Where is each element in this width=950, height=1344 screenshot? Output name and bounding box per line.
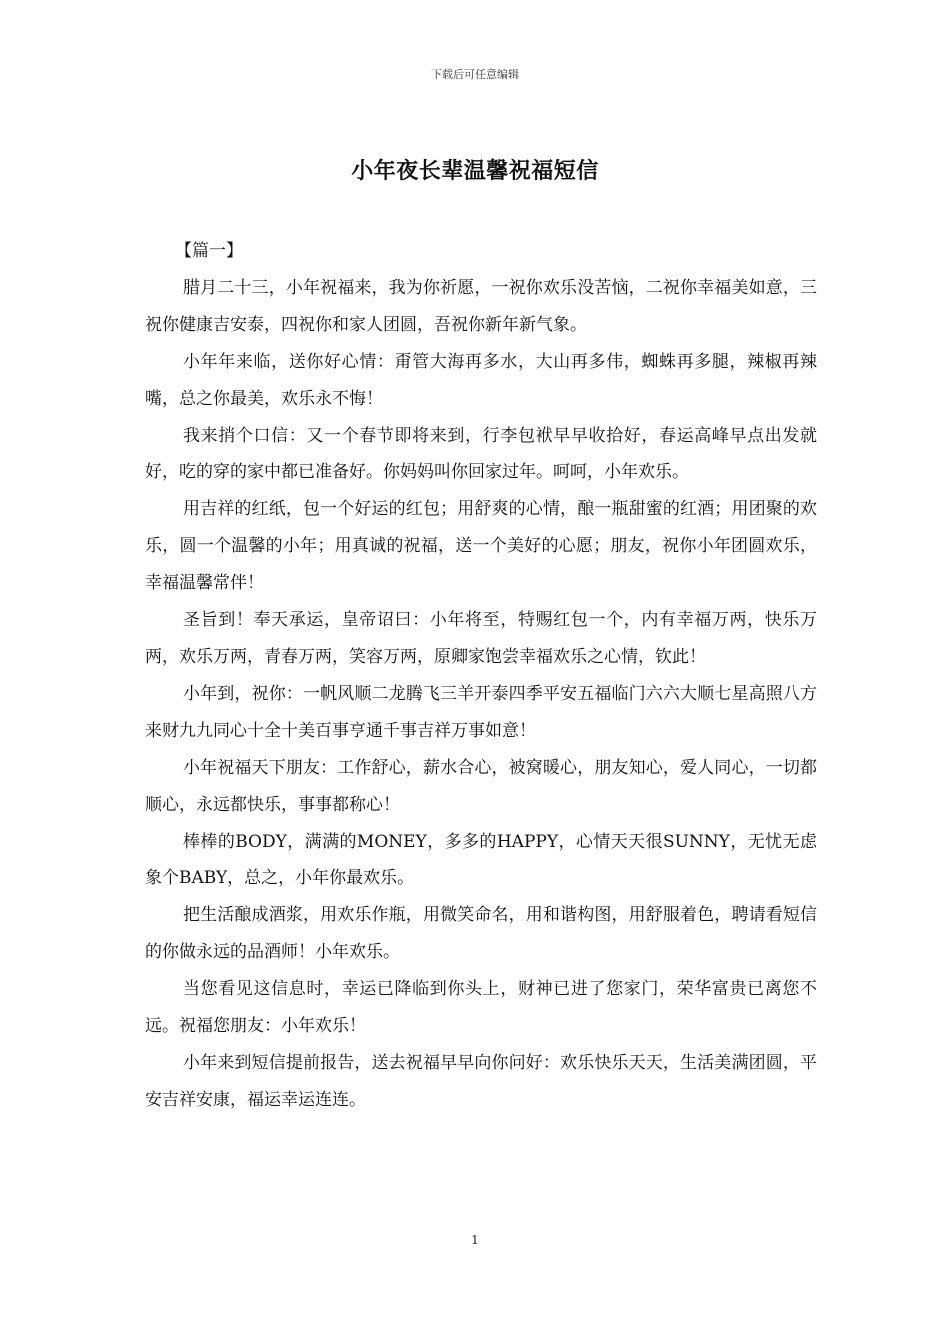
- paragraph-9: 把生活酿成酒浆，用欢乐作瓶，用微笑命名，用和谐构图，用舒服着色，聘请看短信的你做永远的品酒师！小年欢乐。: [145, 905, 817, 963]
- paragraph-2: 小年年来临，送你好心情：甭管大海再多水，大山再多伟，蜘蛛再多腿，辣椒再辣嘴，总之你最美，欢乐永不悔！: [145, 351, 817, 409]
- paragraph-6: 小年到，祝你：一帆风顺二龙腾飞三羊开泰四季平安五福临门六六大顺七星高照八方来财九九同心十全十美百事亨通千事吉祥万事如意！: [145, 683, 817, 741]
- paragraph-5: 圣旨到！奉天承运，皇帝诏曰：小年将至，特赐红包一个，内有幸福万两，快乐万两，欢乐万两，青春万两，笑容万两，原卿家饱尝幸福欢乐之心情，钦此！: [145, 610, 817, 667]
- paragraph-11: 小年来到短信提前报告，送去祝福早早向你问好：欢乐快乐天天，生活美满团圆，平安吉祥安康，福运幸运连连。: [145, 1052, 817, 1110]
- document-body: [145, 233, 817, 1119]
- document-title: 小年夜长辈温馨祝福短信: [351, 158, 599, 184]
- paragraph-3: 我来捎个口信：又一个春节即将来到，行李包袱早早收拾好，春运高峰早点出发就好，吃的穿的家中都已准备好。你妈妈叫你回家过年。呵呵，小年欢乐。: [145, 425, 817, 483]
- header-note: 下载后可任意编辑: [431, 68, 519, 81]
- page-number: 1: [471, 1233, 479, 1247]
- section-label: 【篇一】: [175, 241, 243, 261]
- paragraph-1: 腊月二十三，小年祝福来，我为你祈愿，一祝你欢乐没苦恼，二祝你幸福美如意，三祝你健康吉安泰，四祝你和家人团圆，吾祝你新年新气象。: [145, 277, 817, 335]
- paragraph-10: 当您看见这信息时，幸运已降临到你头上，财神已进了您家门，荣华富贵已离您不远。祝福您朋友：小年欢乐！: [145, 979, 817, 1037]
- paragraph-8: 棒棒的BODY，满满的MONEY，多多的HAPPY，心情天天很SUNNY，无忧无虑象个BABY，总之，小年你最欢乐。: [145, 831, 817, 889]
- paragraph-7: 小年祝福天下朋友：工作舒心，薪水合心，被窝暖心，朋友知心，爱人同心，一切都顺心，永远都快乐，事事都称心！: [145, 757, 817, 815]
- paragraph-4: 用吉祥的红纸，包一个好运的红包；用舒爽的心情，酿一瓶甜蜜的红酒；用团聚的欢乐，圆一个温馨的小年；用真诚的祝福，送一个美好的心愿；朋友，祝你小年团圆欢乐，幸福温馨常伴！: [145, 499, 817, 594]
